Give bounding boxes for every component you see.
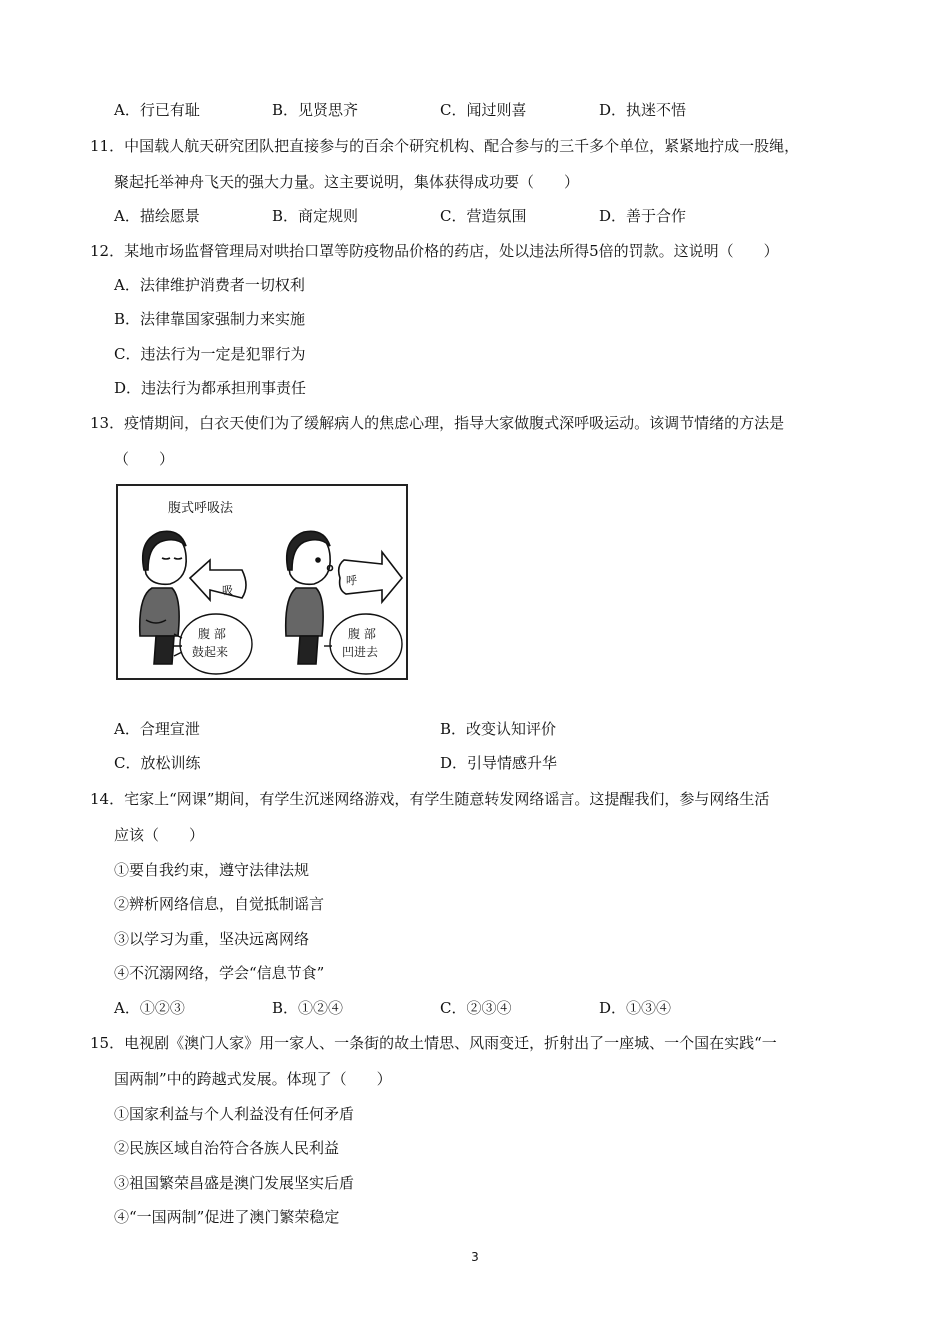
q13-stem-line2: （ ） (114, 450, 175, 468)
q11-option-b: B．商定规则 (272, 207, 359, 225)
q14-statement-4: ④不沉溺网络，学会“信息节食” (114, 964, 325, 982)
q13-option-b: B．改变认知评价 (440, 720, 557, 738)
q11-stem-line1: 11．中国载人航天研究团队把直接参与的百余个研究机构、配合参与的三千多个单位，紧紧地拧成一股绳， (90, 137, 800, 155)
breathing-illustration (116, 484, 408, 680)
q10-option-b: B．见贤思齐 (272, 101, 359, 119)
exhale-person (286, 531, 333, 664)
q12-option-b: B．法律靠国家强制力来实施 (114, 310, 306, 328)
q14-option-d: D．①③④ (599, 999, 672, 1017)
inhale-label: 吸 (222, 584, 233, 597)
q14-statement-3: ③以学习为重，坚决远离网络 (114, 930, 310, 948)
q14-option-c: C．②③④ (440, 999, 512, 1017)
figure-title: 腹式呼吸法 (168, 501, 234, 516)
q15-statement-3: ③祖国繁荣昌盛是澳门发展坚实后盾 (114, 1174, 355, 1192)
q14-statement-1: ①要自我约束，遵守法律法规 (114, 861, 310, 879)
q10-option-d: D．执迷不悟 (599, 101, 687, 119)
exhale-label: 呼 (346, 574, 357, 587)
q13-option-a: A．合理宣泄 (114, 720, 200, 738)
q12-option-d: D．违法行为都承担刑事责任 (114, 379, 307, 397)
q15-statement-4: ④“一国两制”促进了澳门繁荣稳定 (114, 1208, 340, 1226)
inhale-person (140, 531, 186, 664)
belly-in-bubble (330, 614, 402, 674)
q12-option-c: C．违法行为一定是犯罪行为 (114, 345, 306, 363)
q12-stem: 12．某地市场监督管理局对哄抬口罩等防疫物品价格的药店，处以违法所得5倍的罚款。这说明（ ） (90, 242, 779, 260)
q14-statement-2: ②辨析网络信息，自觉抵制谣言 (114, 895, 325, 913)
q12-option-a: A．法律维护消费者一切权利 (114, 276, 305, 294)
belly-in-text-1: 腹 部 (348, 627, 376, 641)
q15-stem-line1: 15．电视剧《澳门人家》用一家人、一条街的故土情思、风雨变迁，折射出了一座城、一个国在实践“一 (90, 1034, 777, 1052)
q13-option-c: C．放松训练 (114, 754, 201, 772)
q14-stem-line1: 14．宅家上“网课”期间，有学生沉迷网络游戏，有学生随意转发网络谣言。这提醒我们，参与网络生活 (90, 790, 770, 808)
q11-stem-line2: 聚起托举神舟飞天的强大力量。这主要说明，集体获得成功要（ ） (114, 173, 580, 191)
q15-statement-2: ②民族区域自治符合各族人民利益 (114, 1139, 340, 1157)
q14-option-a: A．①②③ (114, 999, 185, 1017)
belly-out-bubble (180, 614, 252, 674)
q11-option-d: D．善于合作 (599, 207, 687, 225)
q10-option-c: C．闻过则喜 (440, 101, 527, 119)
q14-option-b: B．①②④ (272, 999, 344, 1017)
q13-option-d: D．引导情感升华 (440, 754, 558, 772)
q13-stem-line1: 13．疫情期间，白衣天使们为了缓解病人的焦虑心理，指导大家做腹式深呼吸运动。该调节情绪的方法是 (90, 414, 785, 432)
q15-statement-1: ①国家利益与个人利益没有任何矛盾 (114, 1105, 355, 1123)
q11-option-c: C．营造氛围 (440, 207, 527, 225)
belly-out-text-1: 腹 部 (198, 627, 226, 641)
page-number: 3 (471, 1250, 479, 1264)
belly-in-text-2: 凹进去 (342, 645, 379, 659)
q10-option-a: A．行已有耻 (114, 101, 200, 119)
inhale-arrow (190, 560, 246, 600)
q11-option-a: A．描绘愿景 (114, 207, 200, 225)
q15-stem-line2: 国两制”中的跨越式发展。体现了（ ） (114, 1070, 392, 1088)
q14-stem-line2: 应该（ ） (114, 826, 205, 844)
belly-out-text-2: 鼓起来 (192, 645, 229, 659)
